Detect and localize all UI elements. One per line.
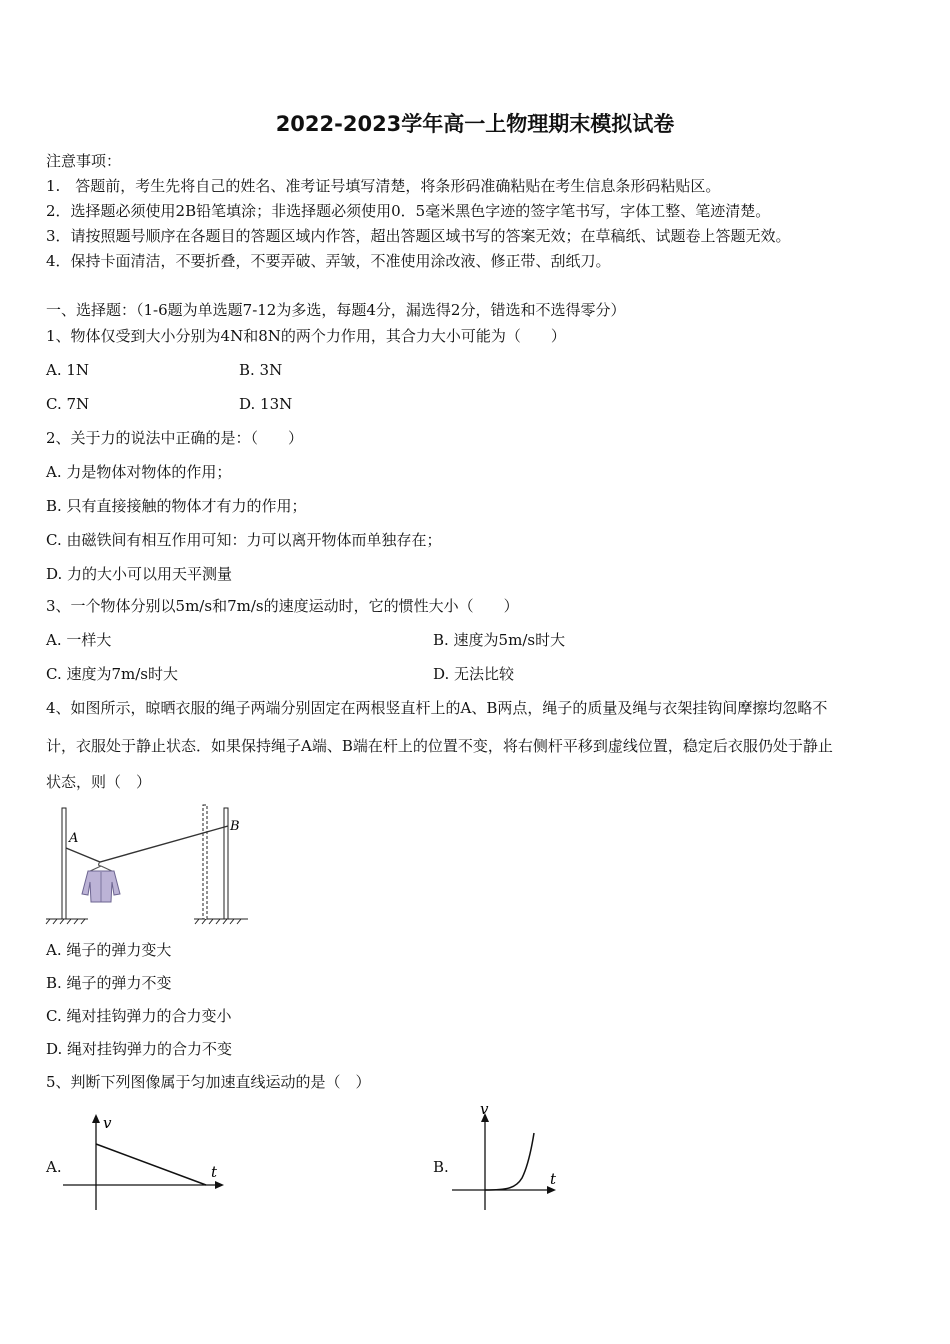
q2-option-d: D. 力的大小可以用天平测量 [46, 565, 233, 583]
q4-option-a: A. 绳子的弹力变大 [46, 941, 172, 959]
hanging-clothes-icon [82, 862, 120, 902]
vt-graph-a [60, 1108, 230, 1214]
velocity-curve [485, 1133, 534, 1190]
ground-right [194, 919, 248, 924]
axis-v-label: v [480, 1100, 489, 1118]
q3-option-b: B. 速度为5m/s时大 [433, 631, 566, 649]
q3-option-d: D. 无法比较 [433, 665, 515, 683]
dashed-pole [203, 805, 207, 919]
question-4-stem-line: 4、如图所示，晾晒衣服的绳子两端分别固定在两根竖直杆上的A、B两点，绳子的质量及绳与衣架挂钩间摩擦均忽略不 [46, 699, 828, 717]
q5-option-b-label: B. [433, 1158, 449, 1176]
section-heading: 一、选择题：（1-6题为单选题7-12为多选，每题4分，漏选得2分，错选和不选得零分） [46, 301, 626, 319]
q3-option-a: A. 一样大 [46, 631, 112, 649]
notice-item: 2．选择题必须使用2B铅笔填涂；非选择题必须使用0．5毫米黑色字迹的签字笔书写，字体工整、笔迹清楚。 [46, 202, 771, 220]
q1-option-d: D. 13N [239, 395, 293, 413]
q5-option-a-label: A. [46, 1158, 62, 1176]
q4-option-d: D. 绳对挂钩弹力的合力不变 [46, 1040, 233, 1058]
left-pole [62, 808, 66, 919]
question-2-stem: 2、关于力的说法中正确的是：（ ） [46, 429, 304, 447]
q1-option-a: A. 1N [46, 361, 90, 379]
notice-item: 4．保持卡面清洁，不要折叠，不要弄破、弄皱，不准使用涂改液、修正带、刮纸刀。 [46, 252, 611, 270]
clothesline-figure [44, 802, 250, 926]
q1-option-c: C. 7N [46, 395, 90, 413]
point-a-label: A [69, 831, 79, 846]
q3-option-c: C. 速度为7m/s时大 [46, 665, 178, 683]
vt-graph-b [448, 1098, 568, 1214]
question-5-stem: 5、判断下列图像属于匀加速直线运动的是（ ） [46, 1073, 371, 1091]
q4-option-b: B. 绳子的弹力不变 [46, 974, 172, 992]
q1-option-b: B. 3N [239, 361, 283, 379]
notice-item: 3．请按照题号顺序在各题目的答题区域内作答，超出答题区域书写的答案无效；在草稿纸、试题卷上答题无效。 [46, 227, 791, 245]
notice-item: 1. 答题前，考生先将自己的姓名、准考证号填写清楚，将条形码准确粘贴在考生信息条形码粘贴区。 [46, 177, 721, 195]
question-1-stem: 1、物体仅受到大小分别为4N和8N的两个力作用，其合力大小可能为（ ） [46, 327, 566, 345]
q2-option-c: C. 由磁铁间有相互作用可知：力可以离开物体而单独存在； [46, 531, 442, 549]
question-4-stem-line: 状态，则（ ） [46, 773, 152, 791]
q2-option-a: A. 力是物体对物体的作用； [46, 463, 232, 481]
axis-v-label: v [103, 1114, 112, 1132]
velocity-line [96, 1144, 206, 1185]
page-title: 2022-2023学年高一上物理期末模拟试卷 [275, 112, 675, 136]
question-4-stem-line: 计，衣服处于静止状态．如果保持绳子A端、B端在杆上的位置不变，将右侧杆平移到虚线位置，稳定后衣服仍处于静止 [46, 737, 833, 755]
point-b-label: B [230, 819, 240, 834]
notice-heading: 注意事项： [46, 152, 122, 170]
axis-t-label: t [211, 1163, 218, 1181]
right-pole [224, 808, 228, 919]
axis-t-label: t [550, 1170, 557, 1188]
question-3-stem: 3、一个物体分别以5m/s和7m/s的速度运动时，它的惯性大小（ ） [46, 597, 519, 615]
q2-option-b: B. 只有直接接触的物体才有力的作用； [46, 497, 307, 515]
q4-option-c: C. 绳对挂钩弹力的合力变小 [46, 1007, 232, 1025]
ground-left [46, 919, 88, 924]
